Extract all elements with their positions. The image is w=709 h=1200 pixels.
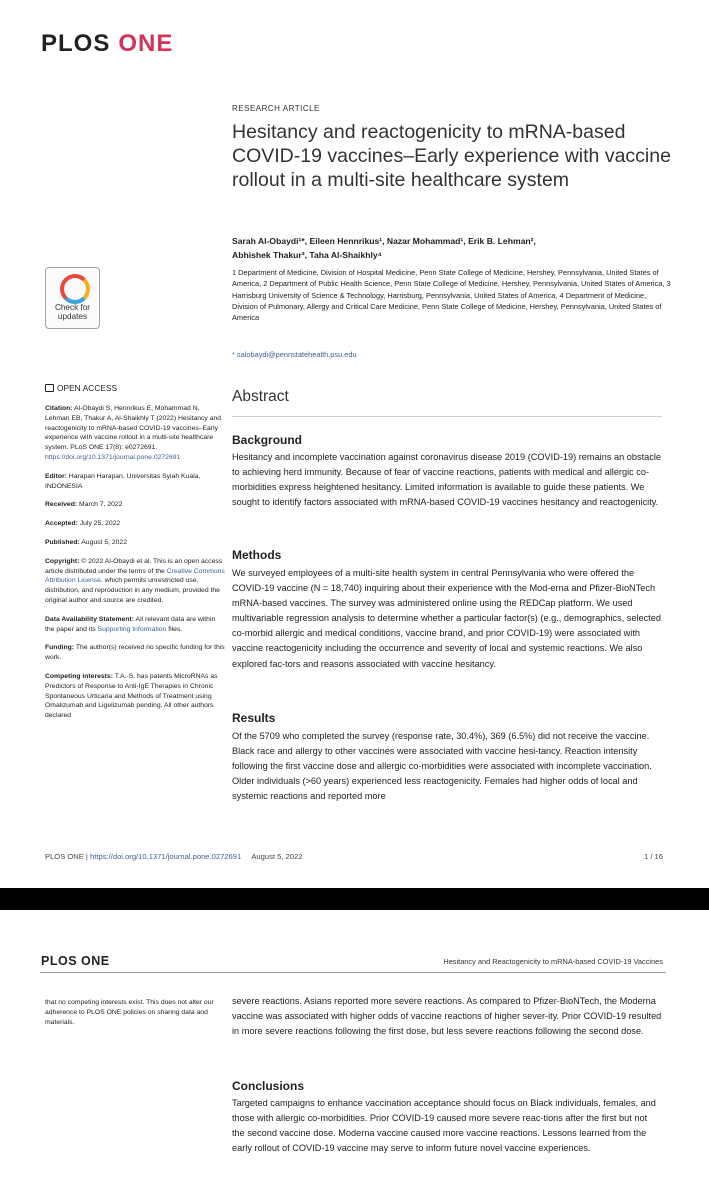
header-rule (40, 972, 666, 973)
results-text-continued: severe reactions. Asians reported more severe reactions. As compared to Pfizer-BioNTech, the Moderna vaccine was associated with higher odds of vaccine reactions of higher sever-ity. Prior COVID-19 resulted in more severe reactions following the first dose, but less severe reactions following the second dose. (232, 996, 662, 1037)
affiliations: 1 Department of Medicine, Division of Hospital Medicine, Penn State College of Medicine, Hershey, Pennsylvania, United States of America, 2 Department of Public Health Science, Penn State College of Medicine, Hershey, Pennsylvania, United States of America, 3 Harrisburg University of Science & Technology, Harrisburg, Pennsylvania, United States of America, 4 Department of Medicine, Division of Pulmonary, Allergy and Critical Care Medicine, Penn State College of Medicine, Hershey, Pennsylvania, United States of America (232, 268, 671, 323)
article-type: RESEARCH ARTICLE (232, 104, 320, 113)
corresponding-email[interactable]: * salobaydi@pennstatehealth.psu.edu (232, 350, 357, 359)
page-number: 1 / 16 (644, 852, 663, 861)
article-title: Hesitancy and reactogenicity to mRNA-based COVID-19 vaccines–Early experience with vaccine rollout in a multi-site healthcare system (232, 121, 671, 191)
funding: Funding: The author(s) received no specific funding for this work. (45, 644, 225, 662)
logo-plos: PLOS (41, 30, 111, 57)
background-heading: Background (232, 433, 303, 447)
open-access-label: OPEN ACCESS (45, 383, 117, 393)
open-lock-icon (45, 384, 54, 392)
article-info-sidebar (45, 404, 225, 730)
badge-line2: updates (57, 312, 88, 321)
conclusions-heading: Conclusions (232, 1079, 305, 1093)
footer-date: August 5, 2022 (251, 852, 303, 861)
authors-line-2: Abhishek Thakur³, Taha Al-Shaikhly⁴ (232, 250, 382, 260)
page-footer: PLOS ONE | https://doi.org/10.1371/journal.pone.0272691 August 5, 2022 1 / 16 (45, 852, 663, 861)
published-date: Published: August 5, 2022 (45, 538, 127, 546)
page-separator (0, 888, 709, 910)
copyright: Copyright: © 2022 Al-Obaydi et al. This is an open access article distributed under the terms of the Creative Commons Attribution License, which permits unrestricted use, distribution, and reproduction in any medium, provided the original author and source are credited. (45, 557, 225, 604)
methods-text: We surveyed employees of a multi-site health system in central Pennsylvania who were offered the COVID-19 vaccine (N = 18,740) inquiring about their experience with the Mod-erna and Pfizer-BioNTech mRNA-based vaccines. The survey was administered online using the REDCap platform. We used multivariable regression analysis to determine whether a particular factor(s) (e.g., demographics, selected co-morbid allergic and medical conditions, vaccine brand, and prior COVID-19) were associated with vaccine reactogenicity including the occurrence and severity of local and systemic reactions. We also explored fac-tors and reasons associated with vaccine hesitancy. (232, 568, 661, 669)
authors-line-1: Sarah Al-Obaydi¹*, Eileen Hennrikus¹, Nazar Mohammad¹, Erik B. Lehman², (232, 236, 536, 246)
logo-one: ONE (118, 30, 174, 57)
plos-one-logo (41, 30, 173, 58)
received-date: Received: March 7, 2022 (45, 501, 123, 509)
results-text: Of the 5709 who completed the survey (response rate, 30.4%), 369 (6.5%) did not receive the vaccine. Black race and allergy to other vaccines were associated with vaccine hesi-tancy. Reaction intensity following the first vaccine dose and allergic co-morbidities were associated with incomplete vaccination. Older individuals (>60 years) experienced less reactogenicity. Females had higher odds of local and systemic reactions and reported more (232, 731, 652, 802)
citation: Citation: Al-Obaydi S, Hennrikus E, Mohammad N, Lehman EB, Thakur A, Al-Shaikhly T (2022) Hesitancy and reactogenicity to mRNA-based COVID-19 vaccines–Early experience with vaccine rollout in a multi-site healthcare system. PLoS ONE 17(8): e0272691. https://doi.org/10.1371/journal.pone.0272691 (45, 405, 222, 461)
results-heading: Results (232, 711, 276, 725)
crossmark-icon (60, 274, 90, 304)
conclusions-text: Targeted campaigns to enhance vaccination acceptance should focus on Black individuals, females, and those with allergic co-morbidities. Prior COVID-19 caused more severe reac-tions after the first but not the second vaccine dose. Moderna vaccine caused more vaccine reactions. Lessons learned from the early rollout of COVID-19 vaccine may serve to inform future novel vaccine experiences. (232, 1098, 656, 1154)
cc-license-link[interactable]: Creative Commons Attribution License, (45, 567, 225, 585)
data-availability: Data Availability Statement: All relevant data are within the paper and its Supporting Information files. (45, 615, 216, 633)
background-text: Hesitancy and incomplete vaccination against coronavirus disease 2019 (COVID-19) remains an obstacle to achieving herd immunity. Because of fear of vaccine reactions, patients with medical and allergic co-morbidities express heightened hesitancy. Limited information is available to guide these patients. We sought to identify factors associated with mRNA-based COVID-19 vaccines hesitancy and reactogenicity. (232, 452, 661, 508)
check-for-updates-badge[interactable] (45, 267, 100, 329)
badge-line1: Check for (54, 303, 91, 312)
accepted-date: Accepted: July 25, 2022 (45, 520, 121, 528)
abstract-heading: Abstract (232, 388, 289, 405)
competing-interests-continued: that no competing interests exist. This does not alter our adherence to PLOS ONE policies on sharing data and materials. (45, 999, 214, 1026)
abstract-divider (232, 416, 662, 417)
footer-doi-link[interactable]: https://doi.org/10.1371/journal.pone.0272691 (90, 852, 242, 861)
plos-one-logo-small: PLOS ONE (41, 954, 110, 968)
competing-interests: Competing interests: T.A.-S. has patents MicroRNAs as Predictors of Response to Anti-IgE Therapies in Chronic Spontaneous Urticaria and Methods of Treatment using Omalizumab and Ligelizumab pending. All other authors declared (45, 672, 218, 720)
page-2 (0, 910, 709, 1200)
author-list (232, 234, 672, 262)
running-head: Hesitancy and Reactogenicity to mRNA-based COVID-19 Vaccines (443, 957, 663, 966)
supporting-information-link[interactable]: Supporting Information (97, 625, 167, 633)
editor: Editor: Harapan Harapan, Universitas Syiah Kuala, INDONESIA (45, 472, 201, 490)
citation-doi-link[interactable]: https://doi.org/10.1371/journal.pone.0272691 (45, 453, 181, 461)
methods-heading: Methods (232, 548, 282, 562)
